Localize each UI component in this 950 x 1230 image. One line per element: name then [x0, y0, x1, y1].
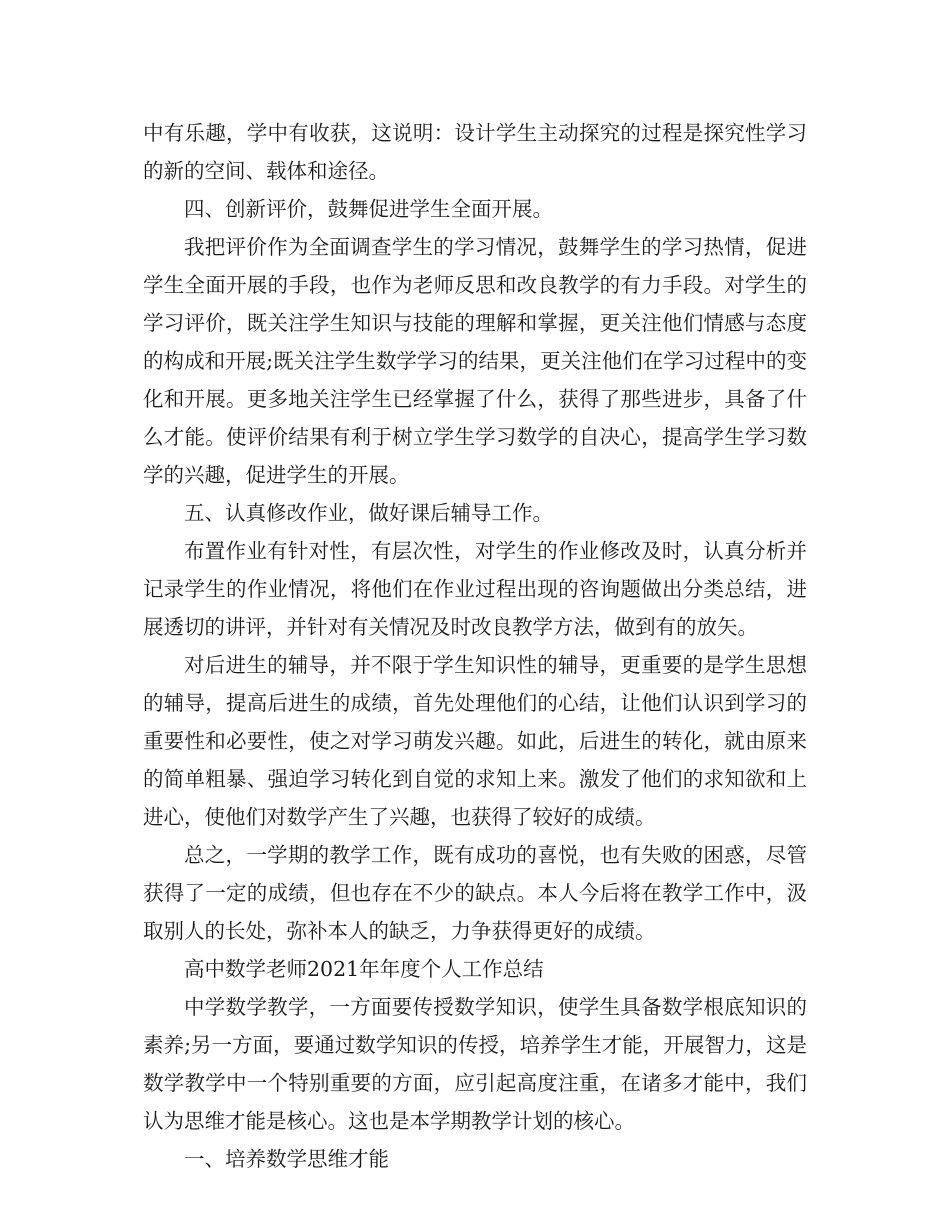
section-heading-thinking: 一、培养数学思维才能	[184, 1147, 389, 1171]
paragraph-intro: 中学数学教学，一方面要传授数学知识，使学生具备数学根底知识的素养;另一方面，要通过数学知识的传授，培养学生才能，开展智力，这是数学教学中一个特别重要的方面，应引起高度注重，在诸多才能中，我们认为思维才能是核心。这也是本学期教学计划的核心。	[143, 995, 807, 1133]
paragraph-conclusion: 总之，一学期的教学工作，既有成功的喜悦，也有失败的困惑，尽管获得了一定的成绩，但也存在不少的缺点。本人今后将在教学工作中，汲取别人的长处，弥补本人的缺乏，力争获得更好的成绩。	[143, 843, 807, 943]
document-subtitle: 高中数学老师2021年年度个人工作总结	[184, 957, 544, 981]
section-heading-homework: 五、认真修改作业，做好课后辅导工作。	[184, 501, 553, 525]
paragraph-evaluation: 我把评价作为全面调查学生的学习情况，鼓舞学生的学习热情，促进学生全面开展的手段，也作为老师反思和改良教学的有力手段。对学生的学习评价，既关注学生知识与技能的理解和掌握，更关注他们情感与态度的构成和开展;既关注学生数学学习的结果，更关注他们在学习过程中的变化和开展。更多地关注学生已经掌握了什么，获得了那些进步，具备了什么才能。使评价结果有利于树立学生学习数学的自决心，提高学生学习数学的兴趣，促进学生的开展。	[143, 235, 807, 487]
document-body	[143, 114, 807, 1178]
section-heading-evaluation: 四、创新评价，鼓舞促进学生全面开展。	[184, 197, 553, 221]
paragraph-tutoring: 对后进生的辅导，并不限于学生知识性的辅导，更重要的是学生思想的辅导，提高后进生的成绩，首先处理他们的心结，让他们认识到学习的重要性和必要性，使之对学习萌发兴趣。如此，后进生的转化，就由原来的简单粗暴、强迫学习转化到自觉的求知上来。激发了他们的求知欲和上进心，使他们对数学产生了兴趣，也获得了较好的成绩。	[143, 653, 807, 829]
paragraph-continuation: 中有乐趣，学中有收获，这说明：设计学生主动探究的过程是探究性学习的新的空间、载体和途径。	[143, 121, 807, 183]
paragraph-homework: 布置作业有针对性，有层次性，对学生的作业修改及时，认真分析并记录学生的作业情况，将他们在作业过程出现的咨询题做出分类总结，进展透切的讲评，并针对有关情况及时改良教学方法，做到有的放矢。	[143, 539, 807, 639]
